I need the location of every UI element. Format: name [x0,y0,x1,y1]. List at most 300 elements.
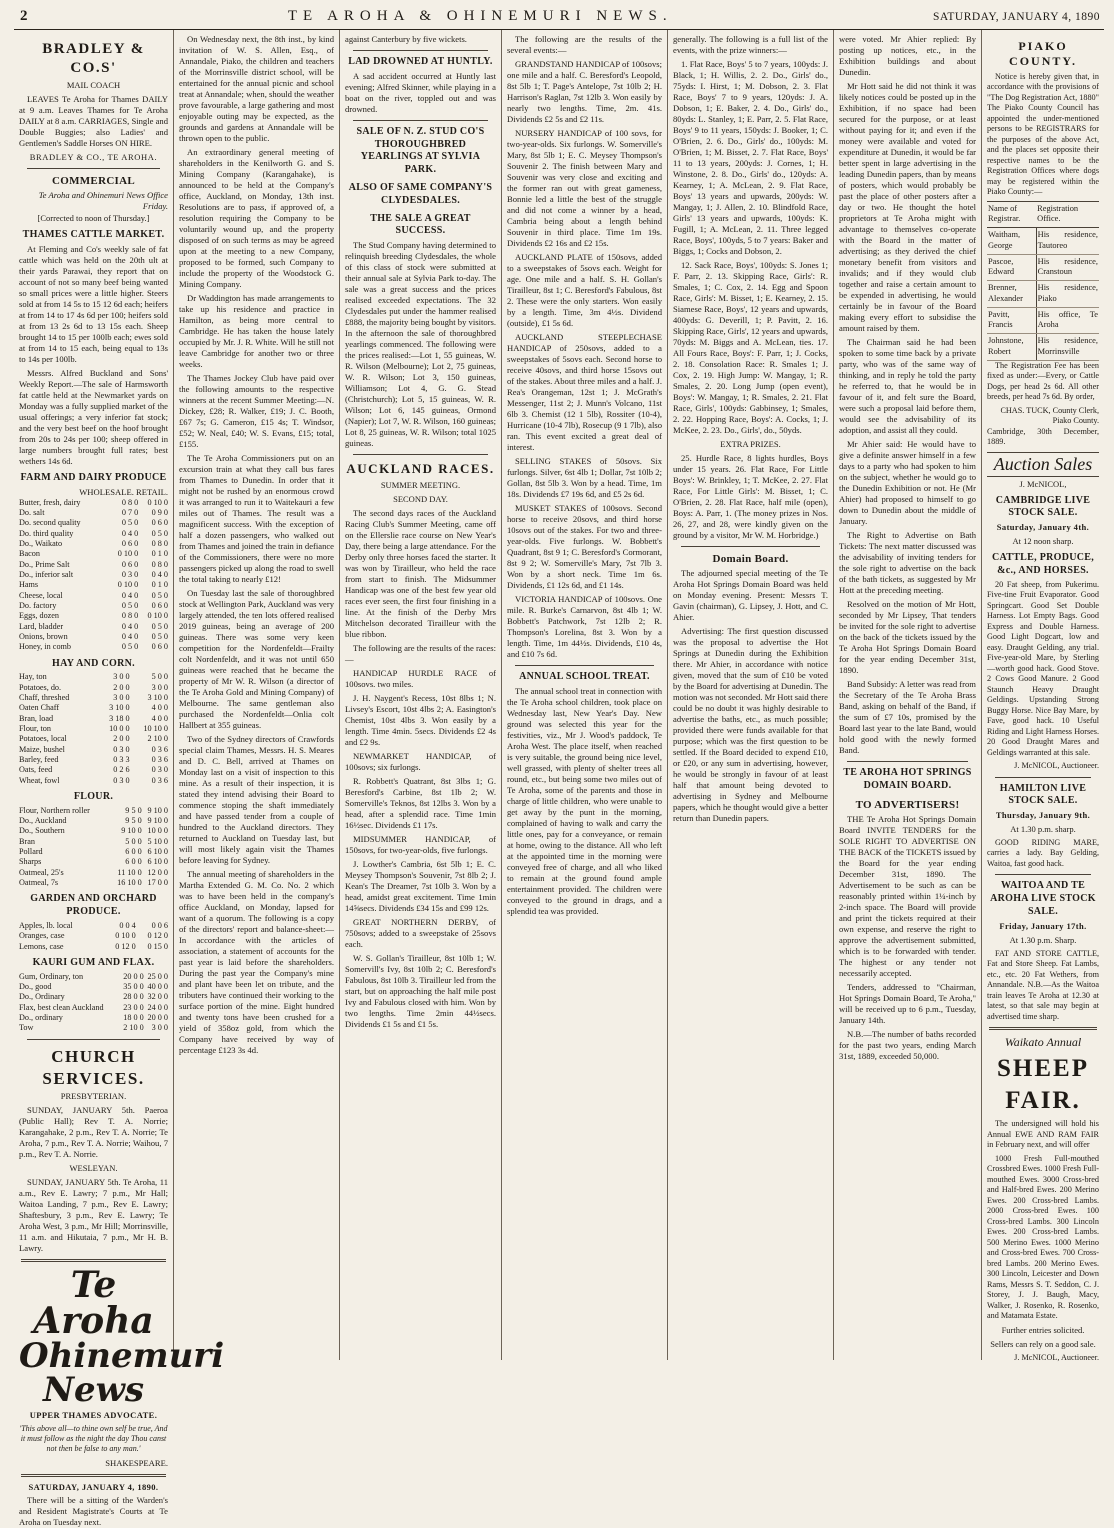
table-cell: 0 15 0 [147,941,168,951]
paper-tagline: UPPER THAMES ADVOCATE. [29,1410,158,1421]
table-cell: 0 10 0 [147,497,168,507]
table-cell: 10 0 0 [109,724,130,734]
sheep-fair-signature: J. McNICOL, Auctioneer. [1014,1352,1099,1362]
piako-text: Notice is hereby given that, in accordance with the provisions of "The Dog Registration Act, 1880" The Piako County Council has appointed the under-mentioned persons to be REGISTRARS for the purposes of the above Act, and the places set opposite their respective names to be the Registration Offices where dogs may be registered within the Piako County:— [987,71,1099,197]
hay-table [19,672,168,786]
table-cell: Lard, bladder [19,621,64,631]
garden-table [19,921,168,952]
selling-stakes: SELLING STAKES of 50sovs. Six furlongs. Silver, 6st 4lb 1; Dollar, 7st 10lb 2; Gollan, 8st 5lb 3. Won by a head. Time, 1m 18s. Dividends £7 19s 6d, and £5 2s 6d. [507,456,662,499]
cambridge-sale-heading: CAMBRIDGE LIVE STOCK SALE. [995,494,1091,519]
table-cell: 5 0 0 [151,672,168,682]
domain-hott: Mr Hott said he did not think it was likely notices could be posted up in the Exhibition, if no space had been secured for the purpose, or at least without paying for it; and even if the money were available and voted for expenditure at Dunedin, it would be far better spent in large advertising in the leading Dunedin papers, than by means of posters, which would probably be past the place of other posters after a day or two. He thought the hotel proprietors at Te Aroha might with advantage to themselves co-operate with the Board in the matter of advertising; as they derived the chief monetary benefit from visitors and invalids; and if they would club together and raise a certain amount to be expended in advertising, he would certainly be in favour of the Board making every effort to subsidise the amount raised by them. [839,81,976,333]
sheep-fair-list: 1000 Fresh Full-mouthed Crossbred Ewes. 1000 Fresh Full-mouthed Ewes. 3000 Cross-bred and Half-bred Ewes. 200 Merino Ewes. 200 Cross-bred Lambs. 2000 Cross-bred Ewes. 100 Cross-bred Lambs. 300 Lincoln Ewes. 200 Cross-bred Lambs. 500 Merino Ewes. 1000 Merino and Cross-bred Ewes. 700 Cross-bred Lambs. 200 Merino Ewes. 300 Lincoln, Leicester and Down Rams, Messrs S. T. Seddon, C. J. Storey, J. J. Baugh, Macy, Walker, J. Rosenko, R. Rosenko, and Matamata Estate. [987,1153,1099,1321]
domain-board-heading: Domain Board. [712,552,789,565]
registrar-table [987,201,1099,361]
table-cell: Do., Auckland [19,816,67,826]
table-row [19,734,168,744]
masthead [14,6,1104,30]
domain-tickets: The Right to Advertise on Bath Tickets: The next matter discussed was the advisability of inviting tenders for the sole right to advertise on the back of the bath tickets, as suggested by Mr Hott at the preceding meeting. [839,530,976,595]
school-treat-text: The annual school treat in connection with the Te Aroha school children, took place on Wednesday last, New Year's Day. New ground was selected this year for the festivities, viz., Mr J. Wood's paddock, Te Aroha West. The place itself, when reached is very suitable, the ground being nice level, well grassed, with plenty of shelter trees all round, etc., but being some two miles out of Te Aroha, some of the parents and those in charge of little children, who were unable to get away by the punt in the morning, complained of having to walk and carry the little ones, pay for a conveyance, or remain at home, owing to the distance. All who left at the appointed time in the morning were conveyed free of charge, and all who liked to remain at the ground found ample entertainment provided. The children were conveyed to the ground in drags, and a splendid tea was provided. [507,685,662,916]
table-cell: 2 0 0 [113,734,130,744]
fee-signature: CHAS. TUCK, County Clerk, Piako County. [1000,405,1099,426]
table-cell: Do., Southern [19,826,65,836]
waitoa-heading: WAITOA AND TE AROHA LIVE STOCK SALE. [990,880,1096,917]
table-cell: 6 0 0 [125,847,142,857]
table-row [19,703,168,713]
table-cell: 9 10 0 [147,805,168,815]
table-cell: 0 1 0 [151,549,168,559]
table-row [19,1013,168,1023]
table-cell: 0 5 0 [151,528,168,538]
newmarket-results: R. Robbett's Quatrant, 8st 3lbs 1; G. Beresford's Carbine, 8st 1lb 2; W. Somerville's Teknos, 8st 12lbs 3. Won by a head, after a splendid race. Time 1min 16½sec. Dividends £1 17s. [345,775,496,830]
cambridge-date: Saturday, January 4th. [996,522,1090,533]
table-cell: Oats, feed [19,765,53,775]
races-heading: AUCKLAND RACES. [346,461,495,477]
wesleyan-text: SUNDAY, JANUARY 5th. Te Aroha, 11 a.m., Rev E. Lawry; 7 p.m., Mr Hall; Waitoa Landing, 7 p.m., Rev E. Lawry; Shaftesbury, 3 p.m., Rev E. Lawry; Te Aroha West, 3 p.m., Mr Hill; Morrinsville, 11 a.m. and Hikutaia, 7 p.m., Mr H. B. Lawry. [19,1177,168,1254]
fee-text: The Registration Fee has been fixed as under:—Every, or Cattle Dogs, per head 2s 6d. All other breeds, per head 7s 6d. By order, [987,360,1099,402]
hot-springs-heading: TE AROHA HOT SPRINGS DOMAIN BOARD. [843,767,972,791]
table-cell: 9 10 0 [121,826,142,836]
table-cell: 0 8 0 [121,497,139,507]
wesleyan-heading: WESLEYAN. [69,1163,118,1174]
table-cell: Flour, Northern roller [19,805,90,815]
table-row [19,1023,168,1033]
table-cell: Chaff, threshed [19,693,70,703]
fee-date: Cambridge, 30th December, 1889. [987,426,1099,447]
table-cell: 0 6 0 [151,518,168,528]
page-number: 2 [20,8,28,24]
table-row [19,714,168,724]
table-cell: 20 0 0 [123,971,144,981]
table-row [19,878,168,888]
table-row [19,672,168,682]
table-cell: 0 3 0 [151,765,168,775]
stud-sale-text: The Stud Company having determined to relinquish breeding Clydesdales, the whole of this class of stock were submitted at their annual sale at Sylvia Park to-day. The sale was a great success and the prices realised exceeded expectations. The 32 Clydesdales put under the hammer realised £888, the majority being bought by visitors. In the afternoon the sale of thoroughbred yearlings commenced. The following were the prices realised:—Lot 1, 55 guineas, W. R. Wilson (Melbourne); Lot 2, 75 guineas, W. R. Wilson; Lot 3, 150 guineas, Williamson; Lot 4, G. G. Stead (Christchurch); Lot 5, 15 guineas, W. R. Wilson; Lot 6, 145 guineas, Ormond (Napier); Lot 7, W. R. Wilson, 160 guineas; Lot 8, 25 guineas, W. R. Wilson; total 1025 guineas. [345,240,496,449]
table-row [19,868,168,878]
table-cell: 28 0 0 [123,992,144,1002]
table-cell: Do. second quality [19,518,81,528]
kenilworth-meeting: An extraordinary general meeting of shareholders in the Kenilworth G. and S. Mining Company (Karangahake), is announced to be held at the Company's office, Auckland, on Monday, 13th inst. Resolutions are to pass, if approved of, a resolution requiring the Company to be voluntarily wound up, and the property disposed of on such terms as may be agreed upon at the meeting to a new Company, proposed to be formed, such Company to include the property of the Woodstock G. Mining Company. [179,147,334,289]
table-cell: 0 4 0 [121,621,139,631]
table-cell: 0 6 0 [121,559,139,569]
table-row [19,816,168,826]
advertisers-text-2: Tenders, addressed to "Chairman, Hot Springs Domain Board, Te Aroha," will be received up to 6 p.m., Tuesday, January 14th. [839,981,976,1025]
table-row [19,972,168,982]
stud-sale-heading-3: THE SALE A GREAT SUCCESS. [370,212,471,237]
table-cell: Hay, ton [19,672,47,682]
table-cell: Gum, Ordinary, ton [19,971,84,981]
midsummer-results: J. Lowther's Cambria, 6st 5lb 1; E. C. Meysey Thompson's Souvenir, 7st 8lb 2; J. Kean's The Dreamer, 7st 10lb 3. Won by a head, amidst great excitement. Time 1min 14⅝secs. Dividends £34 15s and £99 12s. [345,858,496,913]
table-row [19,826,168,836]
table-cell: Butter, fresh, dairy [19,497,81,507]
table-cell: Onions, brown [19,631,68,641]
table-cell: 0 12 0 [115,941,136,951]
table-cell: 0 4 0 [121,590,139,600]
stud-sale-heading: SALE OF N. Z. STUD CO'S THOROUGHBRED YEARLINGS AT SYLVIA PARK. [356,125,485,176]
school-results-2: 12. Sack Race, Boys', 100yds: S. Jones 1; F. Parr, 2. 13. Skipping Race, Girls': R. Smales, 1; C. Cox, 2. 14. Egg and Spoon Race, Girls': M. Bisset, 1; E. Kearney, 2. 15. Siamese Race, Boys', 12 years and upwards, 400yds: G. Deverill, 1; P. Pavitt, 2. 16. Skipping Race, Girls', 12 years and upwards, 70yds: M. Biggs and A. McLean, ties. 17. All Fours Race, Boys': F. Parr, 1; J. Cocks, 2. 18. Consolation Race: R. Smales 1; J. Cox, 2. 19. High Jump: W. Mangay, 1; R. Smales, 2. 20. Long Jump (open event), Boys': W. Mangay, 1; R. Smales, 2. 21. Flat Race, Girls', 100yds: Gabbinsey, 1; Smales, 2. 22. Hopping Race, Boys': A. Cocks, 1; J. McKee, 2. 23. Do., Girls', do., 50yds. [673,260,828,435]
commercial-heading: COMMERCIAL [51,175,136,188]
table-row [19,683,168,693]
races-text: The second days races of the Auckland Racing Club's Summer Meeting, came off on the Ellerslie race course on New Year's Day, there being a large attendance. For the Derby only three horses faced the starter. It was won by Tirailleur, who held the race from start to finish. The Midsummer Handicap was one of the best few year old races ever seen, the first four finishing in a line. At the finish of the Derby Mrs Mitchelson decorated Tirailleur with the blue ribbon. [345,507,496,639]
flour-heading: FLOUR. [73,791,114,802]
table-cell: Bran [19,836,35,846]
sheep-fair-more: Further entries solicited. [1001,1324,1085,1335]
paper-first-item: There will be a sitting of the Warden's and Resident Magistrate's Courts at Te Aroha on Tuesday next. [19,1495,168,1528]
table-cell: 17 0 0 [147,878,168,888]
column-1 [14,30,225,1528]
paper-name-line-2: Ohinemuri News [19,1336,225,1411]
table-cell: 0 5 0 [121,642,139,652]
produce-columns: WHOLESALE. RETAIL. [79,486,168,497]
registrar-row [987,307,1099,334]
registrar-header-name: Name of Registrar. [987,201,1036,228]
table-cell: 18 0 0 [123,1013,144,1023]
table-cell: 25 0 0 [147,971,168,981]
table-cell: Bacon [19,549,40,559]
table-row [19,857,168,867]
table-cell: 3 0 0 [113,693,130,703]
auction-sales-heading: Auction Sales [987,452,1099,477]
registrar-office: His residence, Piako [1036,281,1099,308]
table-cell: 12 0 0 [147,867,168,877]
table-row [19,755,168,765]
produce-table [19,498,168,653]
column-2 [174,30,340,1360]
nursery-handicap: NURSERY HANDICAP of 100 sovs, for two-year-olds. Six furlongs. W. Somerville's Mary, 8st 5lb 1; E. C. Meysey Thompson's Souvenir 2. The finish between Mary and Souvenir was very close and exciting and the former ran out with great gameness, Bonnie led a little the best of the struggle and did not come a winner by a head, Cambria being about a length behind Souvenir in third place. Time 1m 19s. Dividends £2 16s and £2 15s. [507,128,662,248]
excursion-train: The Te Aroha Commissioners put on an excursion train at what they call bus fares from Thames to Dunedin. In order that it might not be rushed by an enormous crowd it was arranged to run it to Waitekauri a few miles out of Thames. The result was a magnificent success. With the exception of half a dozen passengers, who walked out from Thames and joined the train in defiance of the Commissioners, there were no more passengers picked up along the road to swell the total taking to nearly £12! [179,453,334,584]
cricket-continued: against Canterbury by five wickets. [345,34,467,44]
table-cell: 0 9 0 [151,508,168,517]
table-row [19,642,168,652]
table-row [19,508,168,518]
table-cell: 3 10 0 [109,703,130,713]
table-cell: 0 8 0 [151,538,168,548]
grandstand-handicap: GRANDSTAND HANDICAP of 100sovs; one mile and a half. C. Beresford's Leopold, 8st 5lb 1; T. Page's Antelope, 7st 10lb 2; H. Harrison's Raglan, 7st 12lb 3. Won easily by nearly two lengths. Time, 2m. 41s. Dividends £2 5s and £2 11s. [507,59,662,124]
table-row [19,693,168,703]
registrar-office: His residence, Cranstoun [1036,254,1099,281]
table-cell: 11 10 0 [117,867,142,877]
table-cell: 0 4 0 [151,569,168,579]
results-intro: The following are the results of the several events:— [507,34,662,55]
table-cell: Do. factory [19,600,57,610]
table-cell: 0 5 0 [121,518,139,528]
table-row [19,724,168,734]
table-row [19,529,168,539]
extra-prizes: 25. Hurdle Race, 8 lights hurdles, Boys under 15 years. 26. Flat Race, For Little Boys': W. Brinkley, 1; T. McKee, 2. 27. Flat Race, For Little Girls': M. Bisset, 1; C. O'Brien, 2. 28. Flat Race, half mile (open), Boys: A. Parr, 1. (The money prizes in Nos. 26, 27, and 28, were kindly given on the ground by a visitor, Mr W. M. Horbridge.) [673,452,828,540]
registrar-row [987,228,1099,255]
kauri-table [19,972,168,1034]
domain-ahier: Mr Ahier said: He would have to give a definite answer himself in a few days to a party who had spoken to him on the subject, whether he would go to the Dunedin Exhibition or not. He (Mr Ahier) had proposed to himself to go down to Dunedin about the middle of January. [839,439,976,526]
coach-subheading: MAIL COACH [66,80,121,91]
paper-name-line-1: Te Aroha [33,1264,154,1343]
column-5 [668,30,834,1360]
table-cell: Oaten Chaff [19,703,60,713]
presbyterian-text: SUNDAY, JANUARY 5th. Paeroa (Public Hall); Rev T. A. Norrie; Karangahake, 2 p.m., Rev T. A. Norrie; Te Aroha, 7 p.m., Rev T. A. Norrie; Waihou, 7 p.m., Rev T. A. Norrie. [19,1105,168,1160]
advertisers-nb: N.B.—The number of baths recorded for the past two years, ending March 31st, 1889, exceeded 50,000. [839,1028,976,1061]
table-row [19,847,168,857]
table-cell: 2 0 0 [113,682,130,692]
registrar-office: His office, Te Aroha [1036,307,1099,334]
cambridge-time: At 12 noon sharp. [1012,536,1074,547]
table-cell: Sharps [19,857,42,867]
table-row [19,580,168,590]
table-row [19,942,168,952]
auctioneer-name: J. McNICOL, [1019,478,1067,489]
table-cell: 0 5 0 [151,631,168,641]
flour-table [19,806,168,889]
auckland-plate: AUCKLAND PLATE of 150sovs, added to a sweepstakes of 5sovs each. Weight for age. One mile and a half. S. H. Gollan's Tirailleur, 8st 1; C. Beresford's Fabulous, 8st 2. These were the only starters. Won easily by a length. Time, 3m 4½s. Dividend (outside), £1 5s 6d. [507,252,662,328]
table-cell: 0 3 6 [151,744,168,754]
table-row [19,622,168,632]
paper-date: SATURDAY, JANUARY 4, 1890. [28,1481,159,1492]
table-cell: Eggs, dozen [19,611,60,621]
table-cell: 0 10 0 [117,549,139,559]
table-cell: Flax, best clean Auckland [19,1002,104,1012]
table-row [19,776,168,786]
hamilton-text: GOOD RIDING MARE, carries a lady. Bay Gelding, Waitoa, fast good hack. [987,837,1099,868]
table-cell: 32 0 0 [147,992,168,1002]
column-6 [834,30,982,1360]
waitoa-date: Friday, January 17th. [999,920,1087,931]
registrar-office: His residence, Tautoreo [1036,228,1099,255]
registrar-row [987,254,1099,281]
annandale-picnic: On Wednesday next, the 8th inst., by kind invitation of W. S. Allen, Esq., of Annandale, Piako, the children and teachers of the Morrinsville district school, will be entertained for the annual picnic and school treat at Annandale; when, should the weather prove favourable, a large gathering and most enjoyable outing may be expected, as the grounds and gardens at Annandale will be thrown open to the public. [179,34,334,143]
column-4 [502,30,668,1360]
table-cell: Honey, in comb [19,642,71,652]
hamilton-heading: HAMILTON LIVE STOCK SALE. [999,782,1087,807]
table-cell: 4 0 0 [151,713,168,723]
table-cell: Tow [19,1023,34,1033]
table-cell: Cheese, local [19,590,63,600]
table-cell: Barley, feed [19,755,59,765]
table-cell: 0 10 0 [147,611,168,621]
table-cell: 9 5 0 [125,805,142,815]
table-cell: 0 8 0 [151,559,168,569]
table-cell: 5 0 0 [125,836,142,846]
midsummer-heading: MIDSUMMER HANDICAP, of 150sovs, for two-year-olds, five furlongs. [345,833,496,855]
piako-heading: PIAKO COUNTY. [1009,39,1077,69]
table-cell: 2 10 0 [147,734,168,744]
table-cell: 0 10 0 [117,580,139,590]
table-row [19,591,168,601]
table-row [19,837,168,847]
drowned-text: A sad accident occurred at Huntly last evening; Alfred Skinner, while playing in a boat on the river, toppled out and was drowned. [345,70,496,114]
school-results: 1. Flat Race, Boys' 5 to 7 years, 100yds: J. Black, 1; H. Willis, 2. 2. Do., Girls' do., 75yds: I. Hirst, 1; M. Dobson, 2. 3. Flat Race, Boys' 7 to 9 years, 120yds: J. A. Dobson, 1; E. Baker, 2. 4. Do., Girls' do., 80yds: L. Stanley, 1; E. Parr, 2. 5. Flat Race, Boys' 9 to 11 years, 150yds: J. Booker, 1; C. O'Brien, 2. 6. Do., Girls' do., 100yds: M. O'Brien, 1; M. Bisset, 2. 7. Flat Race, Boys' 11 to 13 years, 200yds: J. Cornes, 1; H. Winstone, 2. 8. Do., Girls' do., 120yds: A. Kearney, 1; A. McLean, 2. 9. Flat Race, Boys' 13 years and upwards, 200yds: W. Mangay, 1; J. Allen, 2. 10. Blindfold Race, Girls' 13 years and upwards, 100yds: K. Fugill, 1; A. McLean, 2. 11. Three legged Race, Boys', 100yds, 5 to 7 years: Baker and Biggs, 1; Cocks and Dobson, 2. [673,59,828,256]
dr-waddington: Dr Waddington has made arrangements to take up his residence and practice in Hamilton, as being more central to Cambridge. He has taken the house lately occupied by Mr. J. R. White. Will he still not leave Cambridge for another two or three weeks. [179,293,334,369]
domain-continued: were voted. Mr Ahier replied: By posting up notices, etc., in the Exhibition buildings and about Dunedin. [839,34,976,77]
registrar-office: His residence, Morrinsville [1036,334,1099,361]
cambridge-lot: CATTLE, PRODUCE, &c., AND HORSES. [991,551,1095,576]
extra-prizes-heading: EXTRA PRIZES. [720,439,781,449]
table-cell: 0 0 4 [119,921,136,931]
table-row [19,518,168,528]
table-cell: 3 18 0 [109,713,130,723]
table-cell: Oranges, case [19,931,65,941]
coach-heading: BRADLEY & CO.S' [42,41,145,77]
table-cell: Do., good [19,982,52,992]
table-cell: 0 3 0 [121,569,139,579]
table-cell: 0 4 0 [121,528,139,538]
school-continued: generally. The following is a full list of the events, with the prize winners:— [673,34,828,55]
hamilton-date: Thursday, January 9th. [995,810,1091,821]
waitoa-time: At 1.30 p.m. Sharp. [1009,934,1077,945]
cambridge-items: 20 Fat sheep, from Pukerimu. Five-tine Fruit Evaporator. Good Springcart. Good Set Double Harness. Lot Empty Bags. Good Express and Double Harness. Good Light Dogcart, low and easy. Draught Gelding, any trial. Five-year-old Mare, by Sterling—worth good hack. Good Stove. 2 Cows Good Manure. 2 Good Staunch Heavy Draught Geldings. Upstanding Strong Buggy Horse. Nice Bay Mare, by Fave, good hack. 10 Useful Riding and Light Harness Horses. 20 Good Draught Mares and Geldings warranted at this sale. [987,579,1099,757]
table-cell: Flour, ton [19,724,51,734]
table-cell: Pollard [19,847,43,857]
table-row [19,745,168,755]
sydney-directors: Two of the Sydney directors of Crawfords special claim Thames, Messrs. H. S. Meares and D. C. Bell, arrived at Thames on Monday last on a visit of inspection to this mine. As a result of their inspection, it is stated they intend advising their Board to commence stoping the shaft immediately and have passed tender from a couple of hundred to the Auckland directors. They returned to Auckland on Tuesday last, but will most likely again visit the Thames before leaving for Sydney. [179,734,334,865]
table-cell: Do., Ordinary [19,992,65,1002]
table-cell: Oatmeal, 25's [19,867,64,877]
coach-signature: BRADLEY & CO., TE AROHA. [29,152,158,163]
table-cell: 3 0 0 [151,682,168,692]
registrar-name: Pavitt, Francis [987,307,1036,334]
paper-motto: 'This above all—to thine own self be true, And it must follow as the night the day Thou canst not then be false to any man.' [19,1423,168,1454]
table-cell: 0 5 0 [151,621,168,631]
produce-heading: FARM AND DAIRY PRODUCE [20,471,167,483]
table-cell: Do., Prime Salt [19,559,70,569]
school-treat-heading: ANNUAL SCHOOL TREAT. [519,671,650,682]
table-cell: 0 7 0 [121,508,139,517]
table-cell: Lemons, case [19,941,64,951]
table-cell: 0 6 0 [151,600,168,610]
table-cell: 0 6 0 [121,538,139,548]
table-cell: 0 6 0 [151,642,168,652]
hurdle-heading: HANDICAP HURDLE RACE of 100sovs. two miles. [345,667,496,689]
domain-band: Band Subsidy: A letter was read from the Secretary of the Te Aroha Brass Band, asking on behalf of the Band, if the sum of £7 10s, promised by the Board last year to the late Band, would hold good with the newly formed Band. [839,679,976,755]
table-cell: 10 10 0 [143,724,168,734]
table-cell: Potatoes, local [19,734,67,744]
table-cell: 20 0 0 [147,1013,168,1023]
table-cell: 0 3 3 [113,755,130,765]
column-3 [340,30,502,1360]
registrar-name: Brenner, Alexander [987,281,1036,308]
table-cell: 0 3 0 [113,744,130,754]
table-cell: 0 2 6 [113,765,130,775]
table-cell: Bran, load [19,713,54,723]
cattle-market-text-2: Messrs. Alfred Buckland and Sons' Weekly Report.—The sale of Harmsworth fat cattle held at the Newmarket yards on Monday was a fully supplied market of the usual offerings; a very inferior fat stock; and the very best beef on the hoof brought from 20s to 24s per 100; sheep offered in large numbers brought full rates; best wethers 14s 6d. [19,367,168,466]
cambridge-auctioneer: J. McNICOL, Auctioneer. [1014,761,1099,771]
table-cell: 0 3 6 [151,755,168,765]
hurdle-results: J. H. Naygent's Recess, 10st 8lbs 1; N. Livsey's Escort, 10st 4lbs 2; A. Easington's Chemist, 10st 4lbs 3. Won easily by a length. Time 4min. 5secs. Dividends £2 4s and £2 9s. [345,692,496,747]
table-cell: 23 0 0 [123,1002,144,1012]
column-7 [982,30,1104,1360]
table-cell: 0 12 0 [147,931,168,941]
table-cell: Oatmeal, 7s [19,878,59,888]
table-row [19,931,168,941]
registrar-name: Pascoe, Edward [987,254,1036,281]
table-cell: 5 10 0 [147,836,168,846]
sheep-fair-text: The undersigned will hold his Annual EWE AND RAM FAIR in February next, and will offer [987,1119,1099,1150]
domain-board-text-2: Advertising: The first question discussed was the proposal to advertise the Hot Springs at Dunedin during the Exhibition there. Mr Ahier, in accordance with notice given, moved that the sum of £10 be voted by the Board for advertising at Dunedin. The motion was not seconded. Mr Hott said there could be no doubt it was highly desirable to advertise the baths, etc., as much possible; provided there were funds available for that purpose; which was the first question to be settled. If the Board decided to expend £10, or £20, or any sum in advertising, however, he would be strongly in favour of at least half that amount being devoted to advertising in Sydney and Melbourne papers, which he thought would give a better return than Dunedin papers. [673,625,828,823]
domain-board-text: The adjourned special meeting of the Te Aroha Hot Springs Domain Board was held on Monday evening. Present: Messrs T. Gavin (chairman), G. Lipsey, J. Hott, and C. Ahier. [673,567,828,622]
table-cell: 40 0 0 [147,982,168,992]
registrar-header-office: Registration Office. [1036,201,1099,228]
victoria-handicap: VICTORIA HANDICAP of 100sovs. One mile. R. Burke's Carnarvon, 8st 4lb 1; W. Bobbett's Patchwork, 7st 12lb 2; R. Thompson's Lorelina, 8st 3. Won by a length. Time, 1m 44½s. Dividends, £10 4s, and £10 7s 6d. [507,594,662,659]
table-row [19,539,168,549]
kauri-heading: KAURI GUM AND FLAX. [32,957,155,968]
races-text-2: The following are the results of the races:— [345,642,496,664]
table-cell: 24 0 0 [147,1002,168,1012]
musket-stakes: MUSKET STAKES of 100sovs. Second horse to receive 20sovs, and third horse 10sovs out of the stakes. For two and three-year-olds. Five furlongs. W. Bobbett's Quadrant, 8st 9 1; C. Beresford's Cormorant, 8st 9 2; W. Somerville's Mary, 7st 7lb 3. Won by a short neck. Time 1m 6s. Dividends, £1 12s 6d, and £1 14s. [507,503,662,590]
table-row [19,611,168,621]
sheep-fair-note: Sellers can rely on a good sale. [990,1338,1096,1349]
table-cell: 0 4 0 [121,631,139,641]
sheep-fair-heading-2: SHEEP FAIR. [997,1055,1089,1115]
table-cell: 3 10 0 [147,693,168,703]
table-cell: Do. salt [19,508,45,517]
office-note: Te Aroha and Ohinemuri News Office Friday. [38,190,168,212]
registrar-name: Waitham, George [987,228,1036,255]
table-cell: 0 5 0 [151,590,168,600]
table-cell: 0 1 0 [151,580,168,590]
registrar-row [987,281,1099,308]
drowned-heading: LAD DROWNED AT HUNTLY. [348,56,493,67]
table-cell: 0 8 0 [121,611,139,621]
table-row [19,632,168,642]
table-row [19,498,168,508]
newmarket-heading: NEWMARKET HANDICAP, of 100sovs; six furlongs. [345,750,496,772]
table-cell: Do., Waikato [19,538,63,548]
table-cell: 9 5 0 [125,816,142,826]
table-cell: 0 10 0 [115,931,136,941]
table-cell: Maize, bushel [19,744,65,754]
table-cell: 6 0 0 [125,857,142,867]
table-row [19,570,168,580]
table-cell: Do., ordinary [19,1013,63,1023]
table-cell: 0 3 6 [151,775,168,785]
waitoa-text: FAT AND STORE CATTLE, Fat and Store Sheep. Fat Lambs, etc., etc. 20 Fat Wethers, from Annandale. N.B.—As the Waitoa train leaves Te Aroha at 12.30 at latest, so that sale may begin at advertised time sharp. [987,948,1099,1021]
table-cell: 6 10 0 [147,857,168,867]
coach-text: LEAVES Te Aroha for Thames DAILY at 9 a.m. Leaves Thames for Te Aroha DAILY at 8 a.m. CARRIAGES, Single and Double Buggies; also Ladies' and Gentlemen's Saddle Horses ON HIRE. [19,94,168,149]
table-row [19,806,168,816]
issue-date: SATURDAY, JANUARY 4, 1890 [932,11,1100,23]
table-row [19,992,168,1002]
table-cell: 3 0 0 [151,1023,168,1033]
table-cell: 4 0 0 [151,703,168,713]
derby-heading: GREAT NORTHERN DERBY, of 750sovs; added to a sweepstake of 25sovs each. [345,916,496,949]
races-day: SECOND DAY. [393,493,448,504]
table-row [19,560,168,570]
thoroughbred-sale: On Tuesday last the sale of thoroughbred stock at Wellington Park, Auckland was very largely attended, the ten lots offered realised 2019 guineas, being an average of 200 guineas. There was some very keen competition for the Nordenfeldt—Frailty colt Nordenfeldt, and it was not until 650 guineas were reached that he became the property of Mr W. R. Wilson (a director of the Te Aroha Gold and Mining Company) of Melbourne. The same gentleman also purchased the Nordenfeldt—Onlia colt Hallbert at 355 guineas. [179,588,334,730]
hay-heading: HAY AND CORN. [52,657,135,669]
registrar-row [987,334,1099,361]
table-cell: 9 10 0 [147,816,168,826]
church-heading: CHURCH SERVICES. [42,1046,145,1088]
registrar-name: Johnstone, Robert [987,334,1036,361]
table-cell: 0 5 0 [121,600,139,610]
table-cell: 3 0 0 [113,672,130,682]
table-cell: Do., inferior salt [19,569,74,579]
table-cell: 2 10 0 [123,1023,144,1033]
table-cell: Hams [19,580,39,590]
hamilton-time: At 1.30 p.m. sharp. [1010,824,1076,835]
steeplechase: AUCKLAND STEEPLECHASE HANDICAP of 250sovs, added to a sweepstakes of 5sovs each. Second horse to receive 40sovs, and third horse 15sovs out of the stakes. About three miles and a half. J. Rea's Orangeman, 12st 1; J. McGrath's Messenger, 11st 2; J. Munn's Volcano, 11st 6lb 3. Chemist (12 1 5lb), Rossiter (10-4), Hurricane (10-4 7lb), Rosecup (9 1 7lb), also ran. This event excited a great deal of interest. [507,332,662,452]
domain-chairman: The Chairman said he had been spoken to some time back by a private party, who was of the same way of thinking, and in reply he told the party he referred to, that he would be in favour of it, and felt sure the Board, were such a proposal laid before them, would see the advisability of its adoption, and assist all they could. [839,337,976,435]
table-row [19,1003,168,1013]
table-cell: 0 3 0 [113,775,130,785]
domain-resolved: Resolved on the motion of Mr Hott, seconded by Mr Lipsey, That tenders be invited for the sole right to advertise on the back of the tickets issued by the Te Aroha Hot Springs Domain Board for the year ending December 31st, 1890. [839,599,976,675]
corrected-note: [Corrected to noon of Thursday.] [37,213,150,224]
table-cell: 6 10 0 [147,847,168,857]
stud-sale-heading-2: ALSO OF SAME COMPANY'S CLYDESDALES. [348,181,493,206]
table-cell: Wheat, fowl [19,775,60,785]
presbyterian-heading: PRESBYTERIAN. [60,1091,127,1102]
sheep-fair-heading-1: Waikato Annual [1004,1035,1082,1050]
martha-extended: The annual meeting of shareholders in the Martha Extended G. M. Co. No. 2 which was to have been held in the company's office Auckland, on Monday, lapsed for want of a quorum. The following is a copy of the directors' report and balance-sheet:—In accordance with the articles of association, a statement of accounts for the past year is laid before the shareholders. During the past year the Company's mine and plant have been let on tribute, and the tributers have continued their working to the surface portion of the mine. Eight hundred and twenty tons have been crushed for a yield of 358oz gold, from which the Company have received by way of percentage £123 3s 4d. [179,869,334,1055]
garden-heading: GARDEN AND ORCHARD PRODUCE. [30,893,157,918]
table-cell: Potatoes, do. [19,682,62,692]
